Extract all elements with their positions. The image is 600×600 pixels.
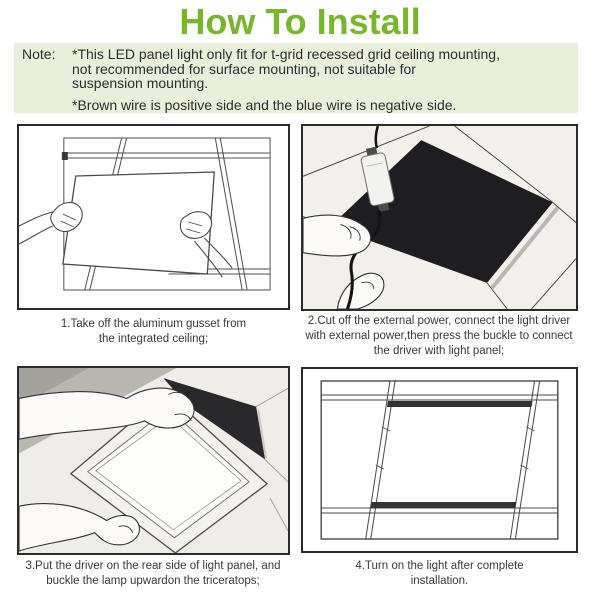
caption-line: 1.Take off the aluminum gusset from: [60, 318, 247, 330]
step1-caption: [17, 317, 290, 347]
remove-gusset-illustration: [19, 126, 288, 308]
step2-caption: [289, 314, 589, 359]
caption-line: with external power,then press the buckle to connect: [305, 330, 573, 342]
caption-line: buckle the lamp upwardon the triceratops;: [46, 575, 260, 587]
note-paragraph-mounting: [72, 47, 500, 91]
note-line: *Brown wire is positive side and the blue wire is negative side.: [72, 96, 457, 113]
caption-line: 4.Turn on the light after complete: [355, 560, 524, 572]
panel-bottom-edge: [371, 502, 517, 508]
caption-line: 3.Put the driver on the rear side of light panel, and: [25, 560, 281, 572]
connect-driver-illustration: [303, 126, 576, 309]
note-line: *This LED panel light only fit for t-grid recessed grid ceiling mounting,: [72, 46, 500, 62]
step2-illustration-panel: [301, 124, 578, 311]
step1-illustration-panel: [17, 124, 290, 310]
panel-top-edge: [387, 401, 533, 407]
step4-caption: [301, 559, 578, 589]
note-box: [14, 43, 578, 113]
caption-line: installation.: [410, 575, 469, 587]
note-body: [72, 47, 500, 119]
page-title: How To Install: [179, 1, 421, 42]
step3-illustration-panel: [17, 366, 290, 555]
note-line: suspension mounting.: [72, 75, 209, 92]
caption-line: the integrated ceiling;: [98, 333, 209, 345]
note-paragraph-wiring: [72, 98, 500, 113]
caption-line: the driver with light panel;: [373, 345, 505, 357]
note-label: Note:: [22, 46, 56, 62]
step4-illustration-panel: [301, 367, 578, 553]
mount-panel-illustration: [19, 368, 288, 553]
caption-line: 2.Cut off the external power, connect the light driver: [307, 315, 571, 327]
step3-caption: [3, 559, 303, 589]
installed-panel-illustration: [303, 369, 576, 551]
note-line: not recommended for surface mounting, not suitable for: [72, 60, 416, 77]
